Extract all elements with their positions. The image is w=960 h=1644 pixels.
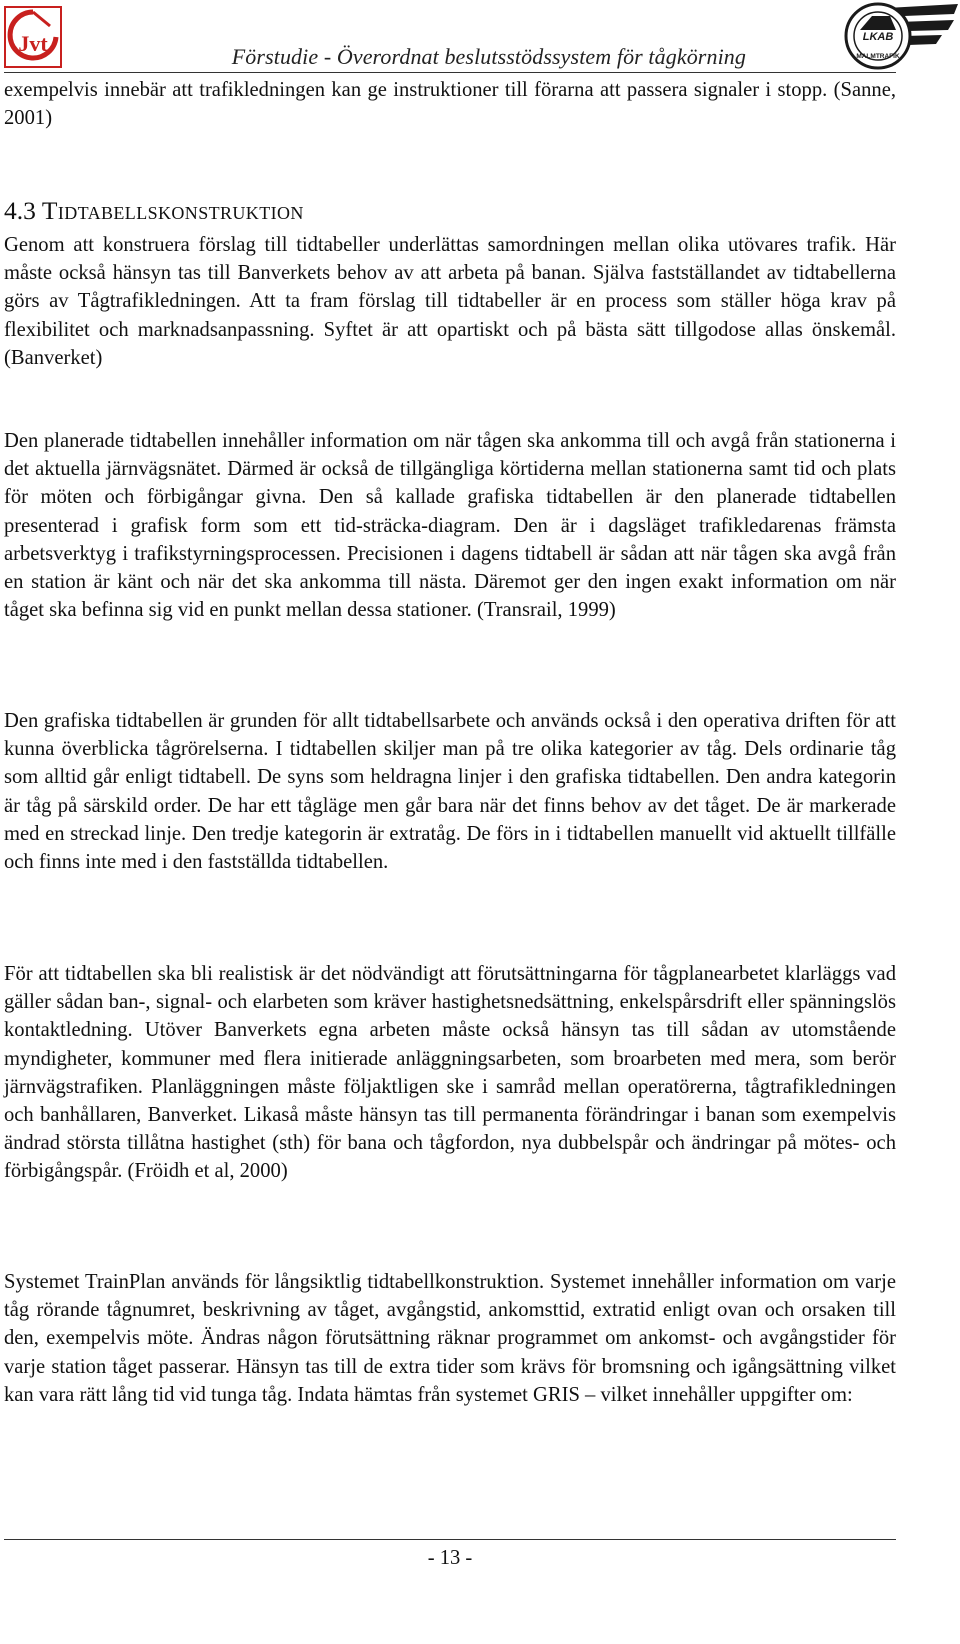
header-divider <box>4 72 896 73</box>
paragraph-3: Den grafiska tidtabellen är grunden för allt tidtabellsarbete och används också i den operativa driften för att kunna överblicka tågrörelserna. I tidtabellen skiljer man på tre olika kategorier av tåg. Dels ordinarie tåg som alltid går enligt tidtabell. De syns som heldragna linjer i den grafiska tidtabellen. Den andra kategorin är tåg på särskild order. De har ett tågläge men går bara när det finns behov av det tåget. De är markerade med en streckad linje. Den tredje kategorin är extratåg. De förs in i tidtabellen manuellt vid aktuellt tillfälle och finns inte med i den fastställda tidtabellen. <box>4 710 896 874</box>
page-header <box>0 0 960 80</box>
paragraph-5: Systemet TrainPlan används för långsiktlig tidtabellkonstruktion. Systemet innehåller information om varje tåg rörande tågnumret, beskrivning av tåget, avgångstid, ankomsttid, extratid enligt ovan och orsaken till den, exempelvis möte. Ändras någon förutsättning räknar programmet om ankomst- och avgångstider för varje station tåget passerar. Hänsyn tas till de extra tider som krävs för bromsning och igångsättning vilket kan vara rätt lång tid vid tunga tåg. Indata hämtas från systemet GRIS – vilket innehåller uppgifter om: <box>4 1271 896 1406</box>
footer-divider <box>4 1539 896 1540</box>
lkab-logo <box>842 0 960 74</box>
section-heading <box>4 196 896 226</box>
paragraph-1: Genom att konstruera förslag till tidtabeller underlättas samordningen mellan olika utövares trafik. Här måste också hänsyn tas till Banverkets behov av att arbeta på banan. Själva fastställandet av tidtabellerna görs av Tågtrafikledningen. Att ta fram förslag till tidtabeller är en process som ställer höga krav på flexibilitet och marknadsanpassning. Syftet är att opartiskt och på bästa sätt tillgodose allas önskemål. (Banverket) <box>4 234 896 369</box>
lkab-logo-text: LKAB <box>862 31 894 43</box>
intro-paragraph: exempelvis innebär att trafikledningen kan ge instruktioner till förarna att passera signaler i stopp. (Sanne, 2001) <box>4 79 896 130</box>
section-number: 4.3 <box>4 196 36 225</box>
paragraph-2: Den planerade tidtabellen innehåller information om när tågen ska ankomma till och avgå från stationerna i det aktuella järnvägsnätet. Därmed är också de tillgängliga körtiderna mellan stationerna samt tid och plats för möten och förbigångar givna. Den så kallade grafiska tidtabellen är den planerade tidtabellen presenterad i grafisk form som ett tid-sträcka-diagram. Den är i dagsläget trafikledarenas främsta arbetsverktyg i trafikstyrningsprocessen. Precisionen i dagens tidtabell är sådan att när tågen ska avgå från en station är känt och när det ska ankomma till nästa. Däremot ger den ingen exakt information om när tåget ska befinna sig vid en punkt mellan dessa stationer. (Transrail, 1999) <box>4 430 896 622</box>
document-title: Förstudie - Överordnat beslutsstödssystem för tågkörning <box>231 44 746 69</box>
jvt-logo <box>4 6 62 68</box>
page-number: - 13 - <box>427 1547 473 1569</box>
paragraph-4: För att tidtabellen ska bli realistisk är det nödvändigt att förutsättningarna för tågplanearbetet klarläggs vad gäller sådan ban-, signal- och elarbeten som kräver hastighetsnedsättning, enkelspårsdrift eller spänningslös kontaktledning. Utöver Banverkets egna arbeten måste också hänsyn tas till sådan av utomstående myndigheter, kommuner med flera initierade anläggningsarbeten, som broarbeten med mera, som berör järnvägstrafiken. Planläggningen måste följaktligen ske i samråd mellan operatörerna, tågtrafikledningen och banhållaren, Banverket. Likaså måste hänsyn tas till permanenta förändringar i banan som exempelvis ändrad största tillåtna hastighet (sth) för bana och tågfordon, nya dubbelspår och ändringar på mötes- och förbigångspår. (Fröidh et al, 2000) <box>4 963 896 1183</box>
jvt-logo-text: Jvt <box>18 31 48 56</box>
lkab-logo-subtext: MALMTRAFIK <box>856 53 900 60</box>
section-title: Tidtabellskonstruktion <box>41 196 304 225</box>
